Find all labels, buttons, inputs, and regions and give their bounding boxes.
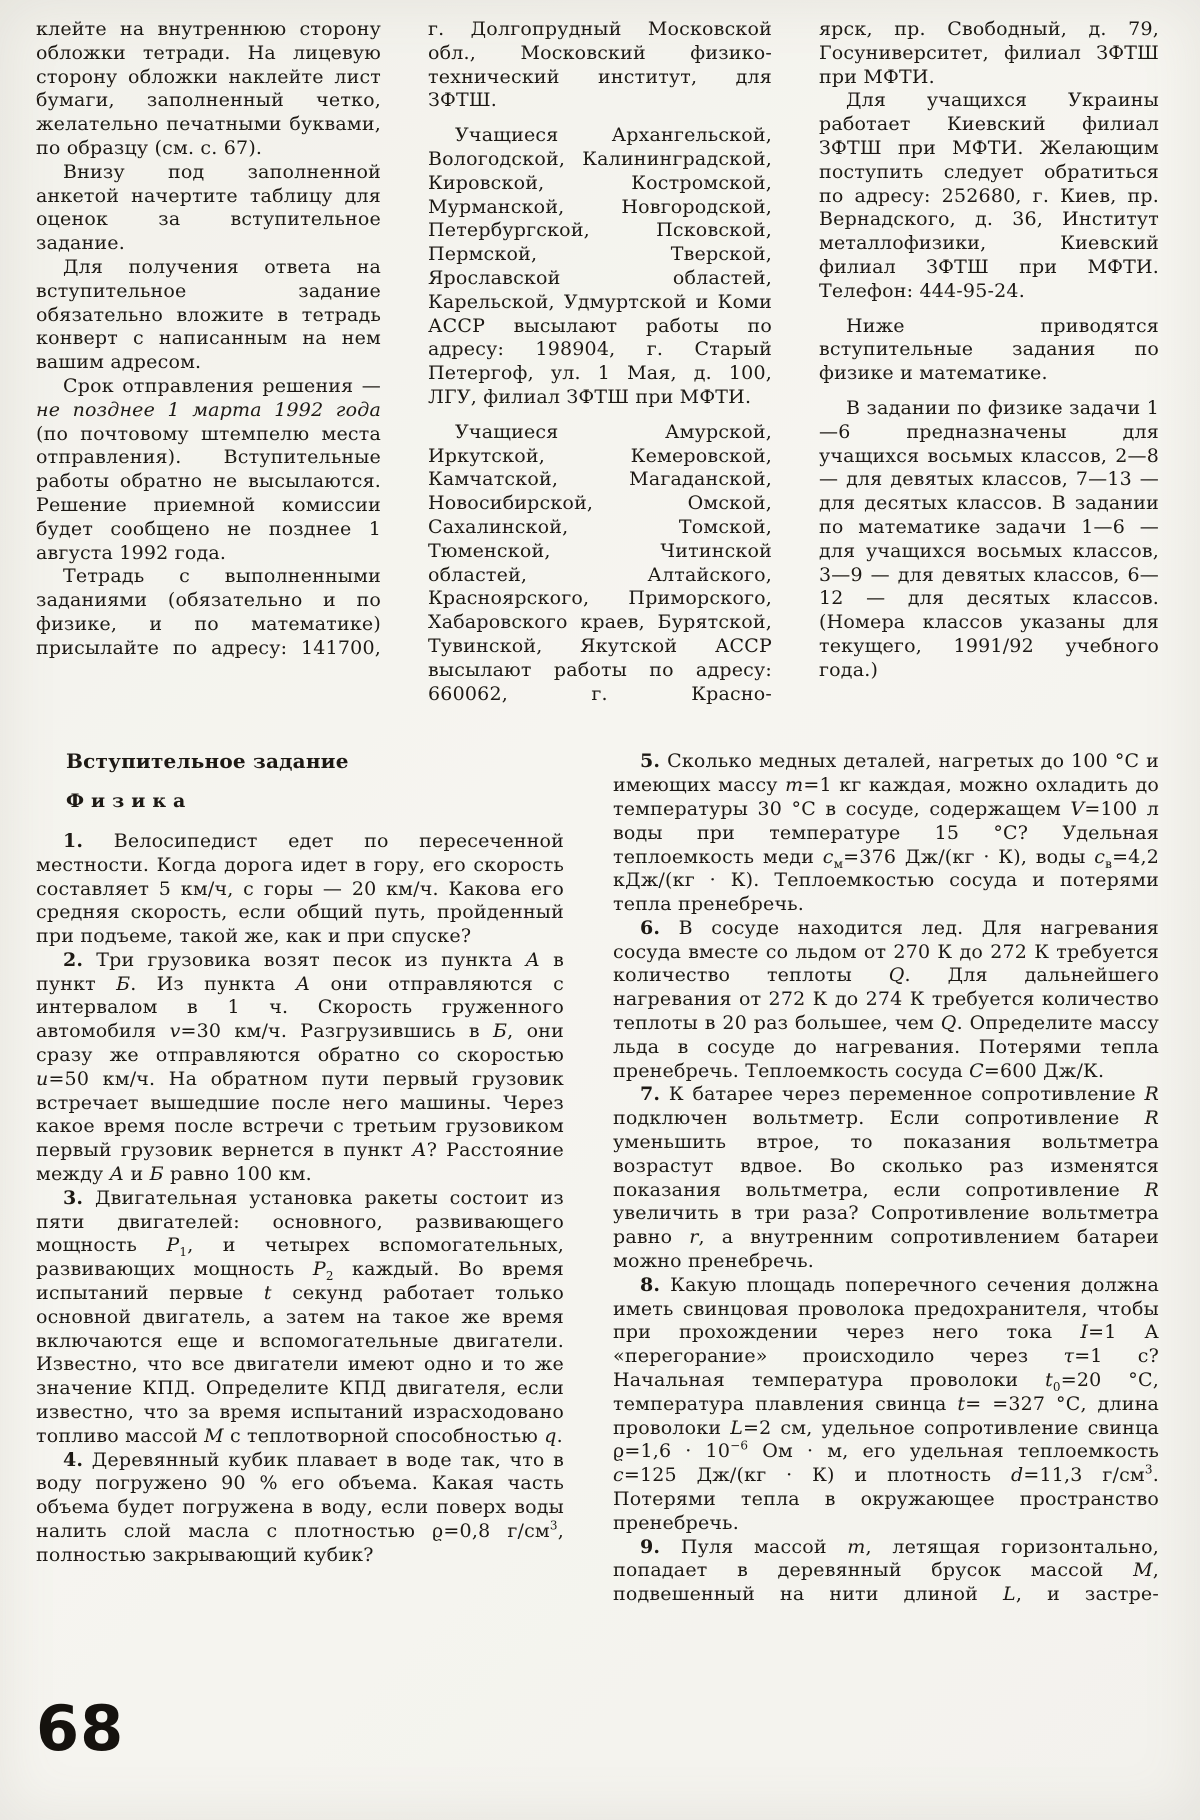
paragraph: Внизу под заполненной анкетой начертите таблицу для оценок за вступительное задание.	[36, 160, 381, 255]
paragraph: Учащиеся Архангельской, Вологодской, Калининградской, Кировской, Костромской, Мурманской, Новгородской, Петербургской, Псковской, Пермской, Тверской, Ярославской областей, Карельской, Удмуртской и Коми АССР высылают работы по адресу: 198904, г. Старый Петергоф, ул. 1 Мая, д. 100, ЛГУ, филиал ЗФТШ при МФТИ.	[428, 124, 772, 408]
paragraph: 8. Какую площадь поперечного сечения должна иметь свинцовая проволока предохранителя, чтобы при прохождении через него тока I=1 А «перегорание» происходило через τ=1 с? Начальная температура проволоки $t_0=20$ °С, температура плавления свинца t= =327 °С, длина проволоки L=2 см, удельное сопротивление свинца $ϱ=1,6 \cdot 10^{-6}$ Ом · м, его удельная теплоемкость c=125 Дж/(кг · К) и плотность d=11,3 $г/см^3$. Потерями тепла в окружающее пространство пренебречь.	[613, 1273, 1159, 1534]
paragraph: Тетрадь с выполненными заданиями (обязательно и по физике, и по математике) присылайте по адресу: 141700,	[36, 565, 381, 659]
top-column-2	[428, 18, 772, 706]
paragraph: 1. Велосипедист едет по пересеченной местности. Когда дорога идет в гору, его скорость составляет 5 км/ч, с горы — 20 км/ч. Какова его средняя скорость, если общий путь, пройденный при подъеме, такой же, как и при спуске?	[36, 829, 564, 948]
top-column-3	[819, 18, 1159, 706]
paragraph: 3. Двигательная установка ракеты состоит из пяти двигателей: основного, развивающего мощность $P_1$, и четырех вспомогательных, развивающих мощность $P_2$ каждый. Во время испытаний первые t секунд работает только основной двигатель, а затем на такое же время включаются еще и вспомогательные двигатели. Известно, что все двигатели имеют одно и то же значение КПД. Определите КПД двигателя, если известно, что за время испытаний израсходовано топливо массой M с теплотворной способностью q.	[36, 1186, 564, 1447]
page-number: 68	[36, 1692, 125, 1765]
paragraph: 6. В сосуде находится лед. Для нагревания сосуда вместе со льдом от 270 К до 272 К требуется количество теплоты Q. Для дальнейшего нагревания от 272 К до 274 К требуется количество теплоты в 20 раз большее, чем Q. Определите массу льда в сосуде до нагревания. Потерями тепла пренебречь. Теплоемкость сосуда C=600 Дж/К.	[613, 916, 1159, 1082]
subject-heading-physics: Физика	[66, 790, 193, 813]
paragraph: 9. Пуля массой m, летящая горизонтально, попадает в деревянный брусок массой M, подвешенный на нити длиной L, и застре-	[613, 1535, 1159, 1606]
paragraph: г. Долгопрудный Московской обл., Московский физико-технический институт, для ЗФТШ.	[428, 18, 772, 112]
assignment-right-column	[613, 750, 1159, 1607]
paragraph: Для получения ответа на вступительное задание обязательно вложите в тетрадь конверт с написанным на нем вашим адресом.	[36, 255, 381, 374]
assignment-left-column	[36, 750, 564, 1607]
assignment-heading: Вступительное задание	[66, 749, 349, 774]
paragraph: Срок отправления решения — не позднее 1 марта 1992 года (по почтовому штемпелю места отправления). Вступительные работы обратно не высылаются. Решение приемной комиссии будет сообщено не позднее 1 августа 1992 года.	[36, 374, 381, 564]
paragraph: 4. Деревянный кубик плавает в воде так, что в воду погружено 90 % его объема. Какая часть объема будет погружена в воду, если поверх воды налить слой масла с плотностью ϱ=0,8 $г/см^3$, полностью закрывающий кубик?	[36, 1448, 564, 1566]
paragraph: Учащиеся Амурской, Иркутской, Кемеровской, Камчатской, Магаданской, Новосибирской, Омской, Сахалинской, Томской, Тюменской, Читинской областей, Алтайского, Красноярского, Приморского, Хабаровского краев, Бурятской, Тувинской, Якутской АССР высылают работы по адресу: 660062, г. Красно-	[428, 420, 772, 705]
problems-left	[36, 830, 564, 1568]
paragraph: Для учащихся Украины работает Киевский филиал ЗФТШ при МФТИ. Желающим поступить следует обратиться по адресу: 252680, г. Киев, пр. Вернадского, д. 36, Институт металлофизики, Киевский филиал ЗФТШ при МФТИ. Телефон: 444-95-24.	[819, 89, 1159, 302]
paragraph: В задании по физике задачи 1—6 предназначены для учащихся восьмых классов, 2—8 — для девятых классов, 7—13 — для десятых классов. В задании по математике задачи 1—6 — для учащихся восьмых классов, 3—9 — для девятых классов, 6—12 — для десятых классов. (Номера классов указаны для текущего, 1991/92 учебного года.)	[819, 396, 1159, 681]
assignment-section	[36, 750, 1160, 1607]
paragraph: 2. Три грузовика возят песок из пункта А в пункт Б. Из пункта А они отправляются с интервалом в 1 ч. Скорость груженного автомобиля v=30 км/ч. Разгрузившись в Б, они сразу же отправляются обратно со скоростью u=50 км/ч. На обратном пути первый грузовик встречает вышедшие после него машины. Через какое время после встречи с третьим грузовиком первый грузовик вернется в пункт А? Расстояние между А и Б равно 100 км.	[36, 948, 564, 1186]
top-column-1	[36, 18, 381, 706]
paragraph: клейте на внутреннюю сторону обложки тетради. На лицевую сторону обложки наклейте лист бумаги, заполненный четко, желательно печатными буквами, по образцу (см. с. 67).	[36, 18, 381, 159]
paragraph: Ниже приводятся вступительные задания по физике и математике.	[819, 314, 1159, 385]
paragraph: 5. Сколько медных деталей, нагретых до 100 °С и имеющих массу m=1 кг каждая, можно охладить до температуры 30 °С в сосуде, содержащем V=100 л воды при температуре 15 °С? Удельная теплоемкость меди $c_м=376$ Дж/(кг · К), воды $c_в=4,2$ кДж/(кг · К). Теплоемкостью сосуда и потерями тепла пренебречь.	[613, 750, 1160, 916]
paragraph: 7. К батарее через переменное сопротивление R подключен вольтметр. Если сопротивление R уменьшить втрое, то показания вольтметра возрастут вдвое. Во сколько раз изменятся показания вольтметра, если сопротивление R увеличить в три раза? Сопротивление вольтметра равно r, а внутренним сопротивлением батареи можно пренебречь.	[613, 1083, 1160, 1273]
paragraph: ярск, пр. Свободный, д. 79, Госуниверситет, филиал ЗФТШ при МФТИ.	[819, 18, 1159, 88]
top-section	[36, 18, 1160, 706]
